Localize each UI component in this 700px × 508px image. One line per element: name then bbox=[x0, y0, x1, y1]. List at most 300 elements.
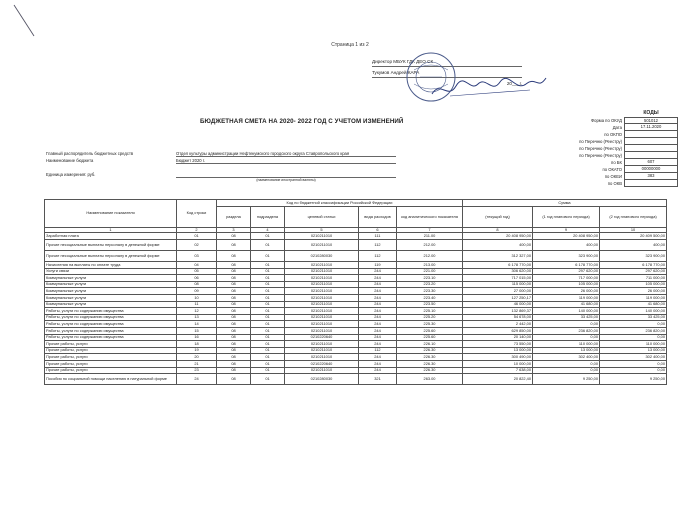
cell-vid: 244 bbox=[359, 327, 397, 334]
table-row bbox=[45, 251, 667, 262]
cell-cel: 0210211010 bbox=[285, 301, 359, 308]
cell-code: 23 bbox=[177, 367, 217, 374]
table-row bbox=[45, 262, 667, 269]
cell-y1: 300 490,00 bbox=[463, 354, 533, 361]
cell-y1: 629 850,00 bbox=[463, 327, 533, 334]
cell-razd: 08 bbox=[217, 308, 251, 315]
cell-code: 09 bbox=[177, 288, 217, 295]
cell-kosgu: 226.10 bbox=[397, 341, 463, 348]
cell-y2: 13 000,00 bbox=[533, 347, 600, 354]
cell-kosgu: 223.50 bbox=[397, 301, 463, 308]
cell-cel: 0210211010 bbox=[285, 341, 359, 348]
col-number: 2 bbox=[177, 228, 217, 233]
cell-y1: 54 678,00 bbox=[463, 314, 533, 321]
cell-podr: 01 bbox=[251, 374, 285, 385]
cell-podr: 01 bbox=[251, 341, 285, 348]
code-label: Форма по ОКУД bbox=[590, 118, 622, 123]
table-row bbox=[45, 327, 667, 334]
cell-y3: 302 400,00 bbox=[600, 354, 667, 361]
header-sub: целевой статьи bbox=[285, 207, 359, 228]
cell-code: 06 bbox=[177, 275, 217, 282]
code-value bbox=[624, 138, 678, 145]
cell-y2: 33 425,00 bbox=[533, 314, 600, 321]
table-row bbox=[45, 288, 667, 295]
code-row bbox=[520, 159, 680, 166]
cell-kosgu: 225.30 bbox=[397, 321, 463, 328]
table-row bbox=[45, 301, 667, 308]
header-sums: Сумма bbox=[463, 200, 667, 207]
cell-vid: 244 bbox=[359, 294, 397, 301]
cell-podr: 01 bbox=[251, 347, 285, 354]
cell-vid: 244 bbox=[359, 341, 397, 348]
cell-y3: 711 000,00 bbox=[600, 275, 667, 282]
cell-name: Работы, услуги по содержанию имущества bbox=[45, 321, 177, 328]
code-label: по БК bbox=[611, 160, 622, 165]
code-value bbox=[624, 145, 678, 152]
cell-name: Коммунальные услуги bbox=[45, 275, 177, 282]
cell-y3: 0,00 bbox=[600, 321, 667, 328]
cell-razd: 08 bbox=[217, 233, 251, 240]
cell-name: Заработная плата bbox=[45, 233, 177, 240]
cell-razd: 08 bbox=[217, 301, 251, 308]
header-sub: раздела bbox=[217, 207, 251, 228]
cell-kosgu: 223.20 bbox=[397, 281, 463, 288]
cell-y2: 110 000,00 bbox=[533, 341, 600, 348]
cell-name: Коммунальные услуги bbox=[45, 294, 177, 301]
cell-cel: 0210211010 bbox=[285, 240, 359, 251]
meta-value: Бюджет 2020 г. bbox=[176, 157, 396, 164]
cell-podr: 01 bbox=[251, 288, 285, 295]
cell-y3: 0,00 bbox=[600, 367, 667, 374]
cell-vid: 244 bbox=[359, 281, 397, 288]
cell-razd: 08 bbox=[217, 314, 251, 321]
cell-y2: 302 400,00 bbox=[533, 354, 600, 361]
code-row bbox=[520, 117, 680, 124]
budget-table bbox=[44, 199, 667, 385]
cell-y3: 6 178 770,00 bbox=[600, 262, 667, 269]
cell-vid: 244 bbox=[359, 360, 397, 367]
cell-podr: 01 bbox=[251, 268, 285, 275]
cell-vid: 111 bbox=[359, 233, 397, 240]
cell-cel: 0210280030 bbox=[285, 374, 359, 385]
approval-line-name: Тукумов Андрей КАРА bbox=[372, 67, 522, 78]
cell-code: 11 bbox=[177, 301, 217, 308]
cell-podr: 01 bbox=[251, 321, 285, 328]
code-label: по ОКЕИ bbox=[604, 174, 622, 179]
cell-kosgu: 263.00 bbox=[397, 374, 463, 385]
cell-y3: 0,00 bbox=[600, 334, 667, 341]
cell-code: 12 bbox=[177, 308, 217, 315]
cell-cel: 0210211010 bbox=[285, 314, 359, 321]
cell-y2: 140 000,00 bbox=[533, 308, 600, 315]
cell-kosgu: 211.00 bbox=[397, 233, 463, 240]
cell-vid: 244 bbox=[359, 308, 397, 315]
cell-y2: 20 408 950,00 bbox=[533, 233, 600, 240]
code-label: по Перечню (Реестру) bbox=[579, 146, 622, 151]
col-number: 10 bbox=[600, 228, 667, 233]
code-value bbox=[624, 152, 678, 159]
cell-podr: 01 bbox=[251, 294, 285, 301]
currency-note: (наименование иностранной валюты) bbox=[256, 178, 316, 182]
cell-y1: 2 442,00 bbox=[463, 321, 533, 328]
header-row-code: Код строки bbox=[177, 200, 217, 228]
cell-razd: 08 bbox=[217, 251, 251, 262]
signature-icon bbox=[430, 72, 550, 102]
cell-code: 19 bbox=[177, 347, 217, 354]
cell-name: Пособия по социальной помощи населению в натуральной форме bbox=[45, 374, 177, 385]
cell-y3: 9 250,00 bbox=[600, 374, 667, 385]
cell-y3: 236 820,00 bbox=[600, 327, 667, 334]
cell-y3: 110 000,00 bbox=[600, 341, 667, 348]
meta-label: Наименование бюджета bbox=[46, 158, 94, 163]
table-row bbox=[45, 314, 667, 321]
cell-vid: 112 bbox=[359, 347, 397, 354]
cell-code: 14 bbox=[177, 321, 217, 328]
cell-razd: 08 bbox=[217, 294, 251, 301]
cell-cel: 0210211010 bbox=[285, 327, 359, 334]
cell-y3: 119 000,00 bbox=[600, 294, 667, 301]
cell-name: Прочие работы, услуги bbox=[45, 367, 177, 374]
cell-razd: 08 bbox=[217, 288, 251, 295]
cell-name: Прочие работы, услуги bbox=[45, 360, 177, 367]
cell-y1: 306 620,00 bbox=[463, 268, 533, 275]
cell-y2: 0,00 bbox=[533, 321, 600, 328]
cell-code: 10 bbox=[177, 294, 217, 301]
code-value bbox=[624, 131, 678, 138]
code-value: 17.11.2020 bbox=[624, 124, 678, 131]
code-row bbox=[520, 173, 680, 180]
cell-y2: 0,00 bbox=[533, 334, 600, 341]
cell-y3: 41 680,00 bbox=[600, 301, 667, 308]
cell-kosgu: 223.40 bbox=[397, 294, 463, 301]
cell-kosgu: 212.00 bbox=[397, 240, 463, 251]
cell-y1: 20 408 950,00 bbox=[463, 233, 533, 240]
cell-kosgu: 226.30 bbox=[397, 367, 463, 374]
cell-cel: 0210211010 bbox=[285, 288, 359, 295]
cell-name: Коммунальные услуги bbox=[45, 288, 177, 295]
cell-razd: 08 bbox=[217, 268, 251, 275]
cell-code: 03 bbox=[177, 251, 217, 262]
cell-podr: 01 bbox=[251, 327, 285, 334]
cell-name: Работы, услуги по содержанию имущества bbox=[45, 327, 177, 334]
cell-name: Прочие работы, услуги bbox=[45, 341, 177, 348]
code-label: по Перечню (Реестру) bbox=[579, 153, 622, 158]
cell-y3: 140 000,00 bbox=[600, 308, 667, 315]
cell-y2: 119 000,00 bbox=[533, 294, 600, 301]
code-value: 383 bbox=[624, 173, 678, 180]
table-row bbox=[45, 240, 667, 251]
codes-box bbox=[520, 110, 680, 187]
codes-header: КОДЫ bbox=[643, 110, 659, 116]
cell-y1: 115 000,00 bbox=[463, 281, 533, 288]
table-row bbox=[45, 321, 667, 328]
code-value: 501012 bbox=[624, 117, 678, 124]
code-row bbox=[520, 166, 680, 173]
cell-y2: 323 900,00 bbox=[533, 251, 600, 262]
cell-razd: 08 bbox=[217, 360, 251, 367]
cell-y3: 13 000,00 bbox=[600, 347, 667, 354]
cell-code: 13 bbox=[177, 314, 217, 321]
cell-kosgu: 226.30 bbox=[397, 360, 463, 367]
cell-code: 18 bbox=[177, 341, 217, 348]
table-row bbox=[45, 334, 667, 341]
table-row bbox=[45, 281, 667, 288]
cell-y2: 400,00 bbox=[533, 240, 600, 251]
cell-name: Прочие работы, услуги bbox=[45, 354, 177, 361]
cell-razd: 08 bbox=[217, 347, 251, 354]
cell-vid: 244 bbox=[359, 275, 397, 282]
cell-cel: 0210211010 bbox=[285, 281, 359, 288]
cell-code: 16 bbox=[177, 334, 217, 341]
col-number: 5 bbox=[285, 228, 359, 233]
code-value bbox=[624, 180, 678, 187]
cell-y1: 20 140,00 bbox=[463, 334, 533, 341]
code-label: Дата bbox=[612, 125, 622, 130]
cell-code: 02 bbox=[177, 240, 217, 251]
cell-y2: 41 680,00 bbox=[533, 301, 600, 308]
meta-label: Единица измерения: руб. bbox=[46, 172, 96, 177]
cell-podr: 01 bbox=[251, 360, 285, 367]
col-number: 6 bbox=[359, 228, 397, 233]
cell-cel: 0210280030 bbox=[285, 251, 359, 262]
col-number: 4 bbox=[251, 228, 285, 233]
cell-vid: 244 bbox=[359, 354, 397, 361]
cell-podr: 01 bbox=[251, 354, 285, 361]
cell-razd: 08 bbox=[217, 275, 251, 282]
cell-podr: 01 bbox=[251, 281, 285, 288]
header-sub: вида расходов bbox=[359, 207, 397, 228]
cell-name: Работы, услуги по содержанию имущества bbox=[45, 308, 177, 315]
cell-podr: 01 bbox=[251, 334, 285, 341]
cell-y1: 73 550,00 bbox=[463, 341, 533, 348]
cell-code: 04 bbox=[177, 262, 217, 269]
meta-label bbox=[46, 164, 176, 171]
cell-vid: 244 bbox=[359, 314, 397, 321]
cell-y1: 132 869,37 bbox=[463, 308, 533, 315]
cell-razd: 08 bbox=[217, 374, 251, 385]
header-name: Наименование показателя bbox=[45, 200, 177, 228]
cell-cel: 0210211010 bbox=[285, 367, 359, 374]
header-sub: подраздела bbox=[251, 207, 285, 228]
cell-razd: 08 bbox=[217, 240, 251, 251]
cell-y2: 236 820,00 bbox=[533, 327, 600, 334]
cell-y3: 297 620,00 bbox=[600, 268, 667, 275]
header-budget-class: Код по бюджетной классификации Российской Федерации bbox=[217, 200, 463, 207]
col-number: 1 bbox=[45, 228, 177, 233]
cell-kosgu: 225.60 bbox=[397, 327, 463, 334]
header-sub: (1 год планового периода) bbox=[533, 207, 600, 228]
approval-line-date: 20___г. bbox=[506, 81, 522, 86]
table-row bbox=[45, 360, 667, 367]
cell-razd: 08 bbox=[217, 334, 251, 341]
cell-code: 24 bbox=[177, 374, 217, 385]
cell-y1: 10 000,00 bbox=[463, 360, 533, 367]
table-row bbox=[45, 354, 667, 361]
cell-vid: 244 bbox=[359, 268, 397, 275]
cell-y2: 26 000,00 bbox=[533, 288, 600, 295]
cell-y1: 717 015,00 bbox=[463, 275, 533, 282]
cell-y3: 20 409 500,00 bbox=[600, 233, 667, 240]
cell-podr: 01 bbox=[251, 367, 285, 374]
col-number: 7 bbox=[397, 228, 463, 233]
cell-y1: 6 178 770,00 bbox=[463, 262, 533, 269]
cell-y1: 127 250,17 bbox=[463, 294, 533, 301]
cell-y1: 13 000,00 bbox=[463, 347, 533, 354]
table-row bbox=[45, 308, 667, 315]
cell-code: 20 bbox=[177, 354, 217, 361]
cell-podr: 01 bbox=[251, 240, 285, 251]
cell-cel: 0210211010 bbox=[285, 321, 359, 328]
col-number: 3 bbox=[217, 228, 251, 233]
cell-y2: 9 250,00 bbox=[533, 374, 600, 385]
cell-razd: 08 bbox=[217, 262, 251, 269]
table-row bbox=[45, 294, 667, 301]
code-label: по Перечню (Реестру) bbox=[579, 139, 622, 144]
cell-y1: 7 638,00 bbox=[463, 367, 533, 374]
cell-kosgu: 225.60 bbox=[397, 334, 463, 341]
cell-name: Начисления на выплаты по оплате труда bbox=[45, 262, 177, 269]
code-row bbox=[520, 145, 680, 152]
cell-razd: 08 bbox=[217, 327, 251, 334]
table-row bbox=[45, 367, 667, 374]
cell-kosgu: 225.20 bbox=[397, 314, 463, 321]
meta-value bbox=[176, 171, 396, 178]
cell-kosgu: 225.10 bbox=[397, 308, 463, 315]
cell-y2: 105 000,00 bbox=[533, 281, 600, 288]
cell-y1: 46 000,00 bbox=[463, 301, 533, 308]
cell-y3: 323 900,00 bbox=[600, 251, 667, 262]
table-row bbox=[45, 341, 667, 348]
code-label: по ОКАТО bbox=[602, 167, 622, 172]
cell-y3: 0,00 bbox=[600, 360, 667, 367]
cell-podr: 01 bbox=[251, 262, 285, 269]
cell-cel: 0210211010 bbox=[285, 275, 359, 282]
page-number: Страница 1 из 2 bbox=[331, 42, 369, 48]
cell-cel: 0210211010 bbox=[285, 354, 359, 361]
cell-podr: 01 bbox=[251, 314, 285, 321]
table-row bbox=[45, 374, 667, 385]
header-sub: (2 год планового периода) bbox=[600, 207, 667, 228]
meta-value bbox=[176, 164, 396, 171]
code-value: 00000000 bbox=[624, 166, 678, 173]
cell-code: 05 bbox=[177, 268, 217, 275]
cell-cel: 0210211010 bbox=[285, 262, 359, 269]
cell-kosgu: 226.30 bbox=[397, 347, 463, 354]
cell-cel: 0210211010 bbox=[285, 233, 359, 240]
cell-y2: 6 178 770,00 bbox=[533, 262, 600, 269]
table-row bbox=[45, 268, 667, 275]
header-sub: код аналитического показателя bbox=[397, 207, 463, 228]
cell-kosgu: 226.30 bbox=[397, 354, 463, 361]
table-row bbox=[45, 347, 667, 354]
cell-code: 15 bbox=[177, 327, 217, 334]
cell-vid: 112 bbox=[359, 251, 397, 262]
cell-y2: 0,00 bbox=[533, 367, 600, 374]
document-title: БЮДЖЕТНАЯ СМЕТА НА 2020- 2022 ГОД С УЧЕТОМ ИЗМЕНЕНИЙ bbox=[200, 118, 404, 125]
code-row bbox=[520, 180, 680, 187]
cell-name: Коммунальные услуги bbox=[45, 281, 177, 288]
cell-y3: 33 425,00 bbox=[600, 314, 667, 321]
code-row bbox=[520, 131, 680, 138]
cell-y3: 26 000,00 bbox=[600, 288, 667, 295]
code-row bbox=[520, 152, 680, 159]
cell-vid: 244 bbox=[359, 321, 397, 328]
code-label: по ОКВ bbox=[607, 181, 622, 186]
cell-podr: 01 bbox=[251, 233, 285, 240]
cell-code: 01 bbox=[177, 233, 217, 240]
cell-name: Прочие работы, услуги bbox=[45, 347, 177, 354]
cell-cel: 0210211010 bbox=[285, 347, 359, 354]
cell-code: 08 bbox=[177, 281, 217, 288]
cell-code: 21 bbox=[177, 360, 217, 367]
header-sub: (текущий год) bbox=[463, 207, 533, 228]
cell-y1: 27 000,00 bbox=[463, 288, 533, 295]
cell-razd: 08 bbox=[217, 354, 251, 361]
meta-label: Главный распорядитель бюджетных средств bbox=[46, 151, 134, 156]
cell-name: Прочие несоциальные выплаты персоналу в денежной форме bbox=[45, 240, 177, 251]
cell-y3: 105 000,00 bbox=[600, 281, 667, 288]
cell-razd: 08 bbox=[217, 367, 251, 374]
cell-y2: 717 000,00 bbox=[533, 275, 600, 282]
cell-razd: 08 bbox=[217, 281, 251, 288]
cell-podr: 01 bbox=[251, 275, 285, 282]
cell-name: Прочие несоциальные выплаты персоналу в денежной форме bbox=[45, 251, 177, 262]
approval-line-position: Директор МБУК ГДК ДЕО СК bbox=[372, 56, 522, 67]
cell-vid: 244 bbox=[359, 288, 397, 295]
scan-mark bbox=[2, 0, 42, 40]
cell-y1: 312 327,00 bbox=[463, 251, 533, 262]
code-label: по ОКПО bbox=[604, 132, 622, 137]
cell-cel: 0210211010 bbox=[285, 268, 359, 275]
code-value: 607 bbox=[624, 159, 678, 166]
cell-podr: 01 bbox=[251, 301, 285, 308]
cell-vid: 244 bbox=[359, 301, 397, 308]
cell-name: Услуги связи bbox=[45, 268, 177, 275]
cell-podr: 01 bbox=[251, 251, 285, 262]
cell-name: Работы, услуги по содержанию имущества bbox=[45, 314, 177, 321]
cell-y2: 297 620,00 bbox=[533, 268, 600, 275]
cell-razd: 08 bbox=[217, 341, 251, 348]
cell-cel: 0210220640 bbox=[285, 360, 359, 367]
cell-vid: 244 bbox=[359, 367, 397, 374]
col-number: 9 bbox=[533, 228, 600, 233]
cell-kosgu: 213.00 bbox=[397, 262, 463, 269]
cell-name: Работы, услуги по содержанию имущества bbox=[45, 334, 177, 341]
cell-name: Коммунальные услуги bbox=[45, 301, 177, 308]
cell-kosgu: 212.00 bbox=[397, 251, 463, 262]
cell-cel: 0210211010 bbox=[285, 308, 359, 315]
cell-cel: 0210211010 bbox=[285, 294, 359, 301]
cell-y1: 20 822,40 bbox=[463, 374, 533, 385]
table-row bbox=[45, 233, 667, 240]
cell-vid: 112 bbox=[359, 240, 397, 251]
code-row bbox=[520, 138, 680, 145]
cell-vid: 244 bbox=[359, 334, 397, 341]
table-row bbox=[45, 275, 667, 282]
cell-vid: 119 bbox=[359, 262, 397, 269]
meta-block bbox=[46, 150, 506, 185]
cell-cel: 0210220640 bbox=[285, 334, 359, 341]
col-number: 8 bbox=[463, 228, 533, 233]
code-row bbox=[520, 124, 680, 131]
cell-kosgu: 221.00 bbox=[397, 268, 463, 275]
cell-y2: 0,00 bbox=[533, 360, 600, 367]
meta-value: Отдел культуры администрации Нефтекумского городского округа Ставропольского края bbox=[176, 150, 396, 157]
cell-razd: 08 bbox=[217, 321, 251, 328]
cell-y1: 400,00 bbox=[463, 240, 533, 251]
cell-vid: 321 bbox=[359, 374, 397, 385]
cell-y3: 400,00 bbox=[600, 240, 667, 251]
